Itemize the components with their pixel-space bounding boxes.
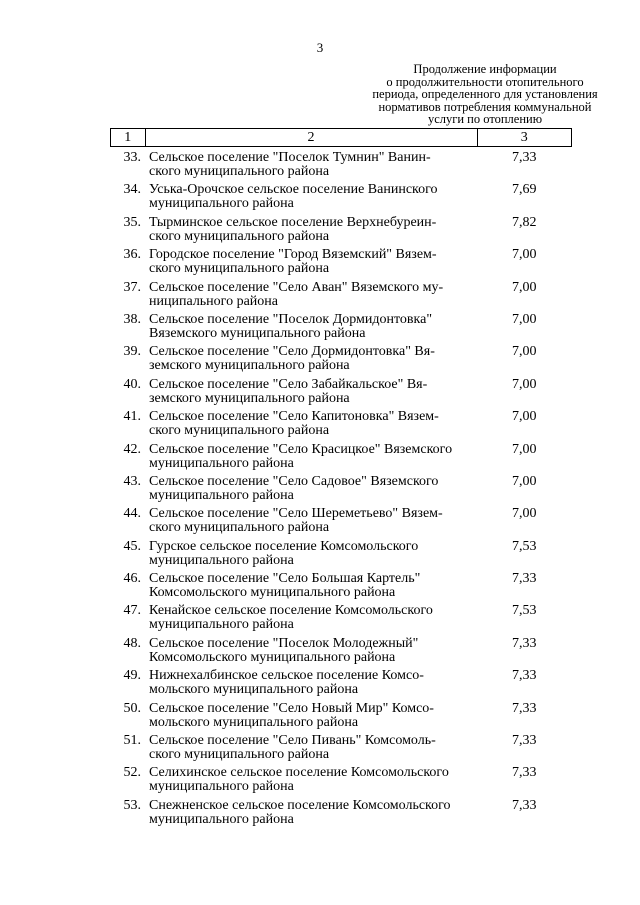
row-number: 41. — [123, 409, 142, 425]
row-number: 47. — [123, 603, 142, 619]
settlement-name — [145, 604, 477, 636]
row-number: 51. — [123, 733, 142, 749]
settlement-name-line: муниципального района — [149, 811, 294, 827]
row-number: 42. — [123, 441, 142, 457]
continuation-header — [360, 63, 610, 126]
row-number: 52. — [123, 765, 142, 781]
table-row — [111, 637, 572, 669]
settlement-name-line: ского муниципального района — [149, 520, 330, 536]
table-row — [111, 669, 572, 701]
heating-period-value: 7,33 — [512, 150, 537, 165]
settlement-name — [145, 216, 477, 248]
settlement-name-line: Нижнехалбинское сельское поселение Комсо- — [149, 668, 424, 684]
column-header-2: 2 — [145, 129, 477, 147]
heating-period-value: 7,69 — [512, 182, 537, 198]
header-line: нормативов потребления коммунальной — [378, 99, 592, 114]
table-row — [111, 507, 572, 539]
settlement-name-line: муниципального района — [149, 779, 294, 795]
table-body — [111, 147, 572, 832]
heating-period-value: 7,00 — [512, 279, 537, 295]
settlement-name-line: земского муниципального района — [149, 390, 350, 406]
table-row — [111, 799, 572, 831]
heating-period-value: 7,33 — [512, 700, 537, 716]
settlement-name — [145, 378, 477, 410]
heating-period-value: 7,00 — [512, 376, 537, 392]
settlement-name-line: ского муниципального района — [149, 747, 330, 763]
table-row — [111, 216, 572, 248]
table-row — [111, 313, 572, 345]
table-row — [111, 766, 572, 798]
table-row — [111, 410, 572, 442]
settlement-name-line: Сельское поселение "Поселок Молодежный" — [149, 635, 419, 651]
heating-period-value: 7,33 — [512, 733, 537, 749]
header-line: о продолжительности отопительного — [386, 74, 584, 89]
heating-period-value: 7,82 — [512, 214, 537, 230]
settlement-name-line: Комсомольского муниципального района — [149, 585, 396, 601]
table-row — [111, 147, 572, 184]
heating-period-value: 7,53 — [512, 603, 537, 619]
heating-period-value: 7,33 — [512, 765, 537, 781]
row-number: 48. — [123, 635, 142, 651]
settlement-name — [145, 281, 477, 313]
settlement-name — [145, 540, 477, 572]
settlement-name-line: мольского муниципального района — [149, 714, 359, 730]
settlement-name-line: Сельское поселение "Село Садовое" Вяземского — [149, 473, 439, 489]
column-header-3: 3 — [477, 129, 571, 147]
row-number: 36. — [123, 247, 142, 263]
settlement-name-line: Сельское поселение "Село Капитоновка" Вязем- — [149, 409, 439, 425]
settlement-name-line: Сельское поселение "Село Новый Мир" Комсо- — [149, 700, 434, 716]
settlement-name-line: Сельское поселение "Село Пивань" Комсомоль- — [149, 733, 436, 749]
settlement-name — [145, 507, 477, 539]
header-title: Продолжение информации — [413, 62, 557, 76]
settlement-name-line: Кенайское сельское поселение Комсомольского — [149, 603, 433, 619]
settlement-name — [145, 734, 477, 766]
table-row — [111, 183, 572, 215]
settlement-name-line: муниципального района — [149, 455, 294, 471]
settlement-name — [145, 410, 477, 442]
settlement-name — [145, 183, 477, 215]
settlement-name-line: ского муниципального района — [149, 261, 330, 277]
row-number: 35. — [123, 214, 142, 230]
table-row — [111, 734, 572, 766]
settlement-name — [145, 248, 477, 280]
row-number: 46. — [123, 571, 142, 587]
table-row — [111, 702, 572, 734]
table-row — [111, 604, 572, 636]
settlement-name-line: Сельское поселение "Село Забайкальское" Вя- — [149, 376, 428, 392]
row-number: 49. — [123, 668, 142, 684]
row-number: 50. — [123, 700, 142, 716]
settlement-name-line: Городское поселение "Город Вяземский" Вязем- — [149, 247, 437, 263]
header-line: услуги по отоплению — [427, 112, 543, 126]
settlement-name-line: Гурское сельское поселение Комсомольского — [149, 538, 419, 554]
heating-period-value: 7,00 — [512, 311, 537, 327]
settlement-name-line: земского муниципального района — [149, 358, 350, 374]
table-row — [111, 572, 572, 604]
settlement-name-line: ского муниципального района — [149, 228, 330, 244]
row-number: 45. — [123, 538, 142, 554]
heating-period-value: 7,00 — [512, 506, 537, 522]
settlement-name — [145, 443, 477, 475]
settlement-name-line: ниципального района — [149, 293, 278, 309]
table-row — [111, 378, 572, 410]
row-number: 40. — [123, 376, 142, 392]
settlement-name-line: муниципального района — [149, 617, 294, 633]
settlement-name-line: Комсомольского муниципального района — [149, 649, 396, 665]
column-header-1: 1 — [111, 129, 146, 147]
settlement-name-line: Снежненское сельское поселение Комсомольского — [149, 797, 451, 813]
row-number: 34. — [123, 182, 142, 198]
settlement-name — [145, 313, 477, 345]
settlement-name — [145, 345, 477, 377]
settlement-name-line: Вяземского муниципального района — [149, 325, 366, 341]
table-row — [111, 540, 572, 572]
settlement-name-line: ского муниципального района — [149, 423, 330, 439]
settlement-name-line: Уська-Орочское сельское поселение Ванинского — [149, 182, 438, 198]
heating-period-value: 7,00 — [512, 473, 537, 489]
column-number-row — [111, 129, 572, 147]
settlement-name-line: Сельское поселение "Поселок Дормидонтовка" — [149, 311, 433, 327]
row-number: 33. — [123, 150, 142, 165]
settlement-name-line: Сельское поселение "Поселок Тумнин" Ванин- — [149, 150, 431, 165]
settlements-table — [110, 128, 572, 831]
heating-period-value: 7,00 — [512, 441, 537, 457]
settlement-name-line: муниципального района — [149, 487, 294, 503]
table-row — [111, 475, 572, 507]
settlement-name — [145, 669, 477, 701]
heating-period-value: 7,33 — [512, 797, 537, 813]
row-number: 53. — [123, 797, 142, 813]
heating-period-value: 7,00 — [512, 409, 537, 425]
settlement-name — [145, 766, 477, 798]
table-row — [111, 443, 572, 475]
settlement-name-line: мольского муниципального района — [149, 682, 359, 698]
settlement-name — [145, 702, 477, 734]
row-number: 39. — [123, 344, 142, 360]
row-number: 44. — [123, 506, 142, 522]
settlement-name-line: Тырминское сельское поселение Верхнебуреин- — [149, 214, 437, 230]
table-row — [111, 345, 572, 377]
heating-period-value: 7,00 — [512, 344, 537, 360]
table-row — [111, 281, 572, 313]
row-number: 37. — [123, 279, 142, 295]
header-line: периода, определенного для установления — [372, 87, 598, 101]
heating-period-value: 7,33 — [512, 635, 537, 651]
settlement-name-line: Сельское поселение "Село Красицкое" Вяземского — [149, 441, 453, 457]
settlement-name — [145, 147, 477, 184]
settlement-name-line: Сельское поселение "Село Дормидонтовка" Вя- — [149, 344, 435, 360]
settlement-name-line: ского муниципального района — [149, 164, 330, 179]
settlement-name-line: Селихинское сельское поселение Комсомольского — [149, 765, 449, 781]
row-number: 43. — [123, 473, 142, 489]
row-number: 38. — [123, 311, 142, 327]
table-row — [111, 248, 572, 280]
heating-period-value: 7,53 — [512, 538, 537, 554]
settlement-name-line: Сельское поселение "Село Аван" Вяземского му- — [149, 279, 444, 295]
settlement-name-line: муниципального района — [149, 552, 294, 568]
settlement-name-line: муниципального района — [149, 196, 294, 212]
settlement-name-line: Сельское поселение "Село Шереметьево" Вязем- — [149, 506, 443, 522]
heating-period-value: 7,33 — [512, 571, 537, 587]
settlement-name — [145, 572, 477, 604]
settlement-name — [145, 475, 477, 507]
settlement-name-line: Сельское поселение "Село Большая Картель" — [149, 571, 421, 587]
page-number: 3 — [316, 40, 324, 55]
settlement-name — [145, 637, 477, 669]
heating-period-value: 7,00 — [512, 247, 537, 263]
settlement-name — [145, 799, 477, 831]
heating-period-value: 7,33 — [512, 668, 537, 684]
